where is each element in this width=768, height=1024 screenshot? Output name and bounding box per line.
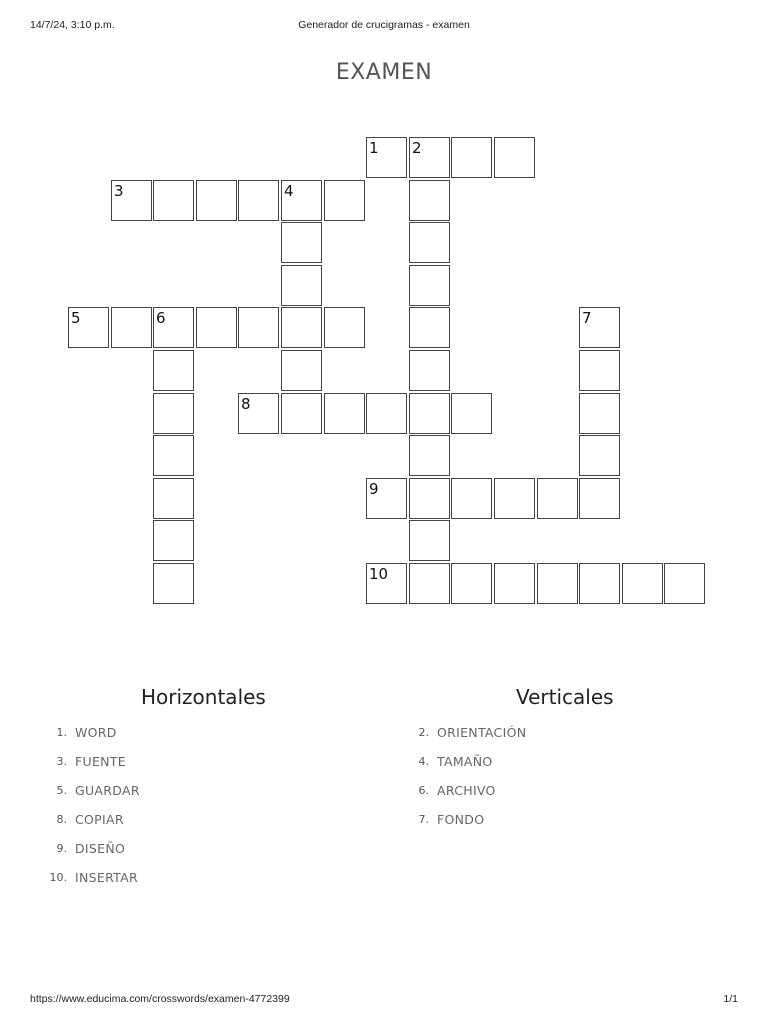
clue-number-label: 9 bbox=[369, 480, 379, 498]
crossword-cell[interactable] bbox=[451, 137, 492, 178]
clue-number-label: 5 bbox=[71, 309, 81, 327]
clue-word: INSERTAR bbox=[75, 870, 138, 885]
clue-word: GUARDAR bbox=[75, 783, 140, 798]
clue-word: FUENTE bbox=[75, 754, 126, 769]
clue-word: WORD bbox=[75, 725, 117, 740]
clue-number-label: 10 bbox=[369, 565, 389, 583]
crossword-cell[interactable] bbox=[196, 307, 237, 348]
clue-word: ARCHIVO bbox=[437, 783, 496, 798]
crossword-cell[interactable] bbox=[111, 307, 152, 348]
crossword-cell[interactable] bbox=[281, 265, 322, 306]
clue-word: ORIENTACIÓN bbox=[437, 725, 527, 740]
crossword-cell[interactable] bbox=[579, 435, 620, 476]
clue-number-label: 6 bbox=[156, 309, 166, 327]
clue-number: 4. bbox=[418, 755, 429, 768]
clue-number: 6. bbox=[418, 784, 429, 797]
clue-word: DISEÑO bbox=[75, 841, 126, 856]
verticales-list bbox=[418, 722, 527, 838]
list-item bbox=[56, 751, 140, 780]
print-page-number: 1/1 bbox=[723, 993, 738, 1005]
crossword-cell[interactable] bbox=[153, 393, 194, 434]
list-item bbox=[56, 722, 140, 751]
clue-number: 1. bbox=[56, 726, 67, 739]
crossword-cell[interactable] bbox=[494, 137, 535, 178]
crossword-cell[interactable] bbox=[537, 478, 578, 519]
crossword-cell[interactable] bbox=[281, 393, 322, 434]
horizontales-heading: Horizontales bbox=[141, 685, 266, 709]
clue-number: 9. bbox=[56, 842, 67, 855]
crossword-cell[interactable] bbox=[366, 563, 407, 604]
crossword-cell[interactable] bbox=[409, 435, 450, 476]
clue-number: 3. bbox=[56, 755, 67, 768]
crossword-cell[interactable] bbox=[451, 478, 492, 519]
crossword-cell[interactable] bbox=[324, 307, 365, 348]
crossword-cell[interactable] bbox=[238, 393, 279, 434]
crossword-cell[interactable] bbox=[409, 478, 450, 519]
print-page-title: Generador de crucigramas - examen bbox=[298, 19, 470, 31]
crossword-cell[interactable] bbox=[409, 180, 450, 221]
crossword-title: EXAMEN bbox=[335, 60, 433, 85]
list-item bbox=[56, 809, 140, 838]
clue-word: TAMAÑO bbox=[437, 754, 493, 769]
crossword-cell[interactable] bbox=[409, 393, 450, 434]
horizontales-list bbox=[49, 722, 140, 896]
crossword-cell[interactable] bbox=[579, 563, 620, 604]
clue-number-label: 2 bbox=[412, 139, 422, 157]
crossword-cell[interactable] bbox=[409, 350, 450, 391]
clue-word: FONDO bbox=[437, 812, 485, 827]
crossword-cell[interactable] bbox=[281, 180, 322, 221]
crossword-cell[interactable] bbox=[153, 180, 194, 221]
crossword-cell[interactable] bbox=[664, 563, 705, 604]
crossword-cell[interactable] bbox=[409, 137, 450, 178]
crossword-cell[interactable] bbox=[153, 520, 194, 561]
list-item bbox=[418, 780, 526, 809]
crossword-cell[interactable] bbox=[579, 478, 620, 519]
crossword-cell[interactable] bbox=[622, 563, 663, 604]
verticales-heading: Verticales bbox=[516, 685, 614, 709]
crossword-cell[interactable] bbox=[153, 435, 194, 476]
clue-number-label: 7 bbox=[582, 309, 592, 327]
list-item bbox=[49, 867, 140, 896]
crossword-cell[interactable] bbox=[537, 563, 578, 604]
crossword-cell[interactable] bbox=[281, 222, 322, 263]
crossword-cell[interactable] bbox=[153, 563, 194, 604]
crossword-cell[interactable] bbox=[409, 307, 450, 348]
crossword-cell[interactable] bbox=[579, 350, 620, 391]
crossword-cell[interactable] bbox=[579, 393, 620, 434]
crossword-cell[interactable] bbox=[409, 222, 450, 263]
clue-number-label: 4 bbox=[284, 182, 294, 200]
clue-word: COPIAR bbox=[75, 812, 124, 827]
crossword-cell[interactable] bbox=[409, 520, 450, 561]
print-url: https://www.educima.com/crosswords/examen-4772399 bbox=[30, 993, 290, 1005]
list-item bbox=[418, 751, 526, 780]
list-item bbox=[56, 780, 140, 809]
crossword-cell[interactable] bbox=[153, 350, 194, 391]
crossword-cell[interactable] bbox=[68, 307, 109, 348]
crossword-cell[interactable] bbox=[153, 478, 194, 519]
crossword-cell[interactable] bbox=[366, 137, 407, 178]
crossword-cell[interactable] bbox=[494, 478, 535, 519]
crossword-cell[interactable] bbox=[451, 563, 492, 604]
crossword-cell[interactable] bbox=[324, 180, 365, 221]
clue-number: 7. bbox=[418, 813, 429, 826]
clue-number-label: 3 bbox=[114, 182, 124, 200]
crossword-cell[interactable] bbox=[579, 307, 620, 348]
crossword-cell[interactable] bbox=[366, 393, 407, 434]
print-datetime: 14/7/24, 3:10 p.m. bbox=[30, 19, 115, 31]
crossword-cell[interactable] bbox=[409, 563, 450, 604]
crossword-cell[interactable] bbox=[409, 265, 450, 306]
crossword-cell[interactable] bbox=[238, 307, 279, 348]
crossword-cell[interactable] bbox=[494, 563, 535, 604]
crossword-cell[interactable] bbox=[451, 393, 492, 434]
crossword-cell[interactable] bbox=[324, 393, 365, 434]
crossword-cell[interactable] bbox=[366, 478, 407, 519]
crossword-cell[interactable] bbox=[153, 307, 194, 348]
clue-number-label: 8 bbox=[241, 395, 251, 413]
clue-number: 2. bbox=[418, 726, 429, 739]
crossword-cell[interactable] bbox=[238, 180, 279, 221]
crossword-cell[interactable] bbox=[196, 180, 237, 221]
clue-number: 10. bbox=[49, 871, 67, 884]
clue-number: 5. bbox=[56, 784, 67, 797]
clue-number-label: 1 bbox=[369, 139, 379, 157]
crossword-cell[interactable] bbox=[111, 180, 152, 221]
list-item bbox=[56, 838, 140, 867]
crossword-cell[interactable] bbox=[281, 307, 322, 348]
list-item bbox=[418, 809, 526, 838]
crossword-cell[interactable] bbox=[281, 350, 322, 391]
list-item bbox=[418, 722, 527, 751]
clue-number: 8. bbox=[56, 813, 67, 826]
